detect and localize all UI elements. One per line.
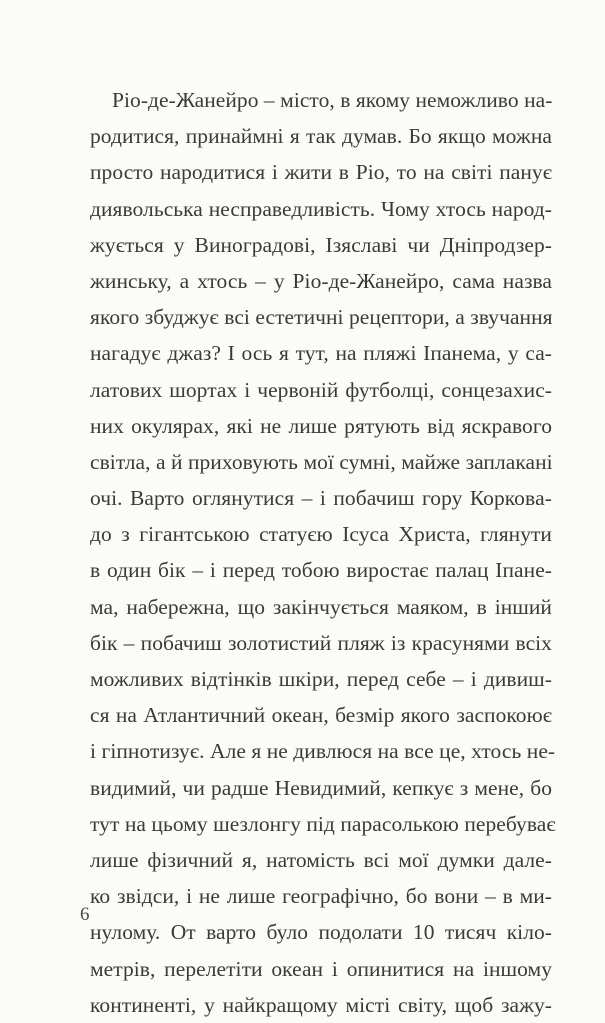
text-line: тут на цьому шезлонгу під парасолькою перебуває — [90, 811, 556, 836]
text-line: і гіпнотизує. Але я не дивлюся на все це, хтось не- — [90, 739, 556, 764]
text-line: латових шортах і червоній футболці, сонцезахис- — [90, 377, 552, 402]
text-line: бік – побачиш золотистий пляж із красунями всіх — [90, 630, 552, 655]
text-line: лише фізичний я, натомість всі мої думки дале- — [90, 847, 552, 872]
text-line: якого збуджує всі естетичні рецептори, а звучання — [90, 305, 553, 330]
text-line: ма, набережна, що закінчується маяком, в інший — [90, 594, 552, 619]
text-line: жується у Виноградові, Ізяславі чи Дніпродзер- — [90, 232, 552, 257]
text-line: диявольська несправедливість. Чому хтось народ- — [90, 196, 552, 221]
text-line: до з гігантською статуєю Ісуса Христа, глянути — [90, 522, 552, 547]
text-line: жинську, а хтось – у Ріо-де-Жанейро, сама назва — [90, 268, 552, 293]
text-line: континенті, у найкращому місті світу, щоб зажу- — [90, 992, 552, 1017]
text-line: світла, а й приховують мої сумні, майже заплакані — [90, 449, 553, 474]
text-line: метрів, перелетіти океан і опинитися на іншому — [90, 956, 552, 981]
text-line: просто народитися і жити в Ріо, то на світі панує — [90, 160, 552, 185]
body-text — [90, 82, 556, 1023]
text-line: ся на Атлантичний океан, безмір якого заспокоює — [90, 703, 552, 728]
text-line: ко звідси, і не лише географічно, бо вони – в ми- — [90, 884, 552, 909]
text-line: нулому. От варто було подолати 10 тисяч кіло- — [90, 920, 552, 945]
text-line: можливих відтінків шкіри, перед себе – і дивиш- — [90, 667, 552, 691]
text-line: очі. Варто оглянутися – і побачиш гору Корковa- — [90, 486, 552, 511]
page-number: 6 — [80, 904, 90, 925]
text-line: в один бік – і перед тобою виростає палац Іпане- — [90, 558, 552, 583]
text-line: Ріо-де-Жанейро – місто, в якому неможливо на- — [112, 88, 553, 112]
text-line: родитися, принаймні я так думав. Бо якщо можна — [90, 124, 552, 149]
text-line: нагадує джаз? І ось я тут, на пляжі Іпанема, у са- — [90, 341, 552, 366]
text-line: них окулярах, які не лише рятують від яскравого — [90, 413, 552, 438]
text-line: видимий, чи радше Невидимий, кепкує з мене, бо — [90, 775, 552, 800]
